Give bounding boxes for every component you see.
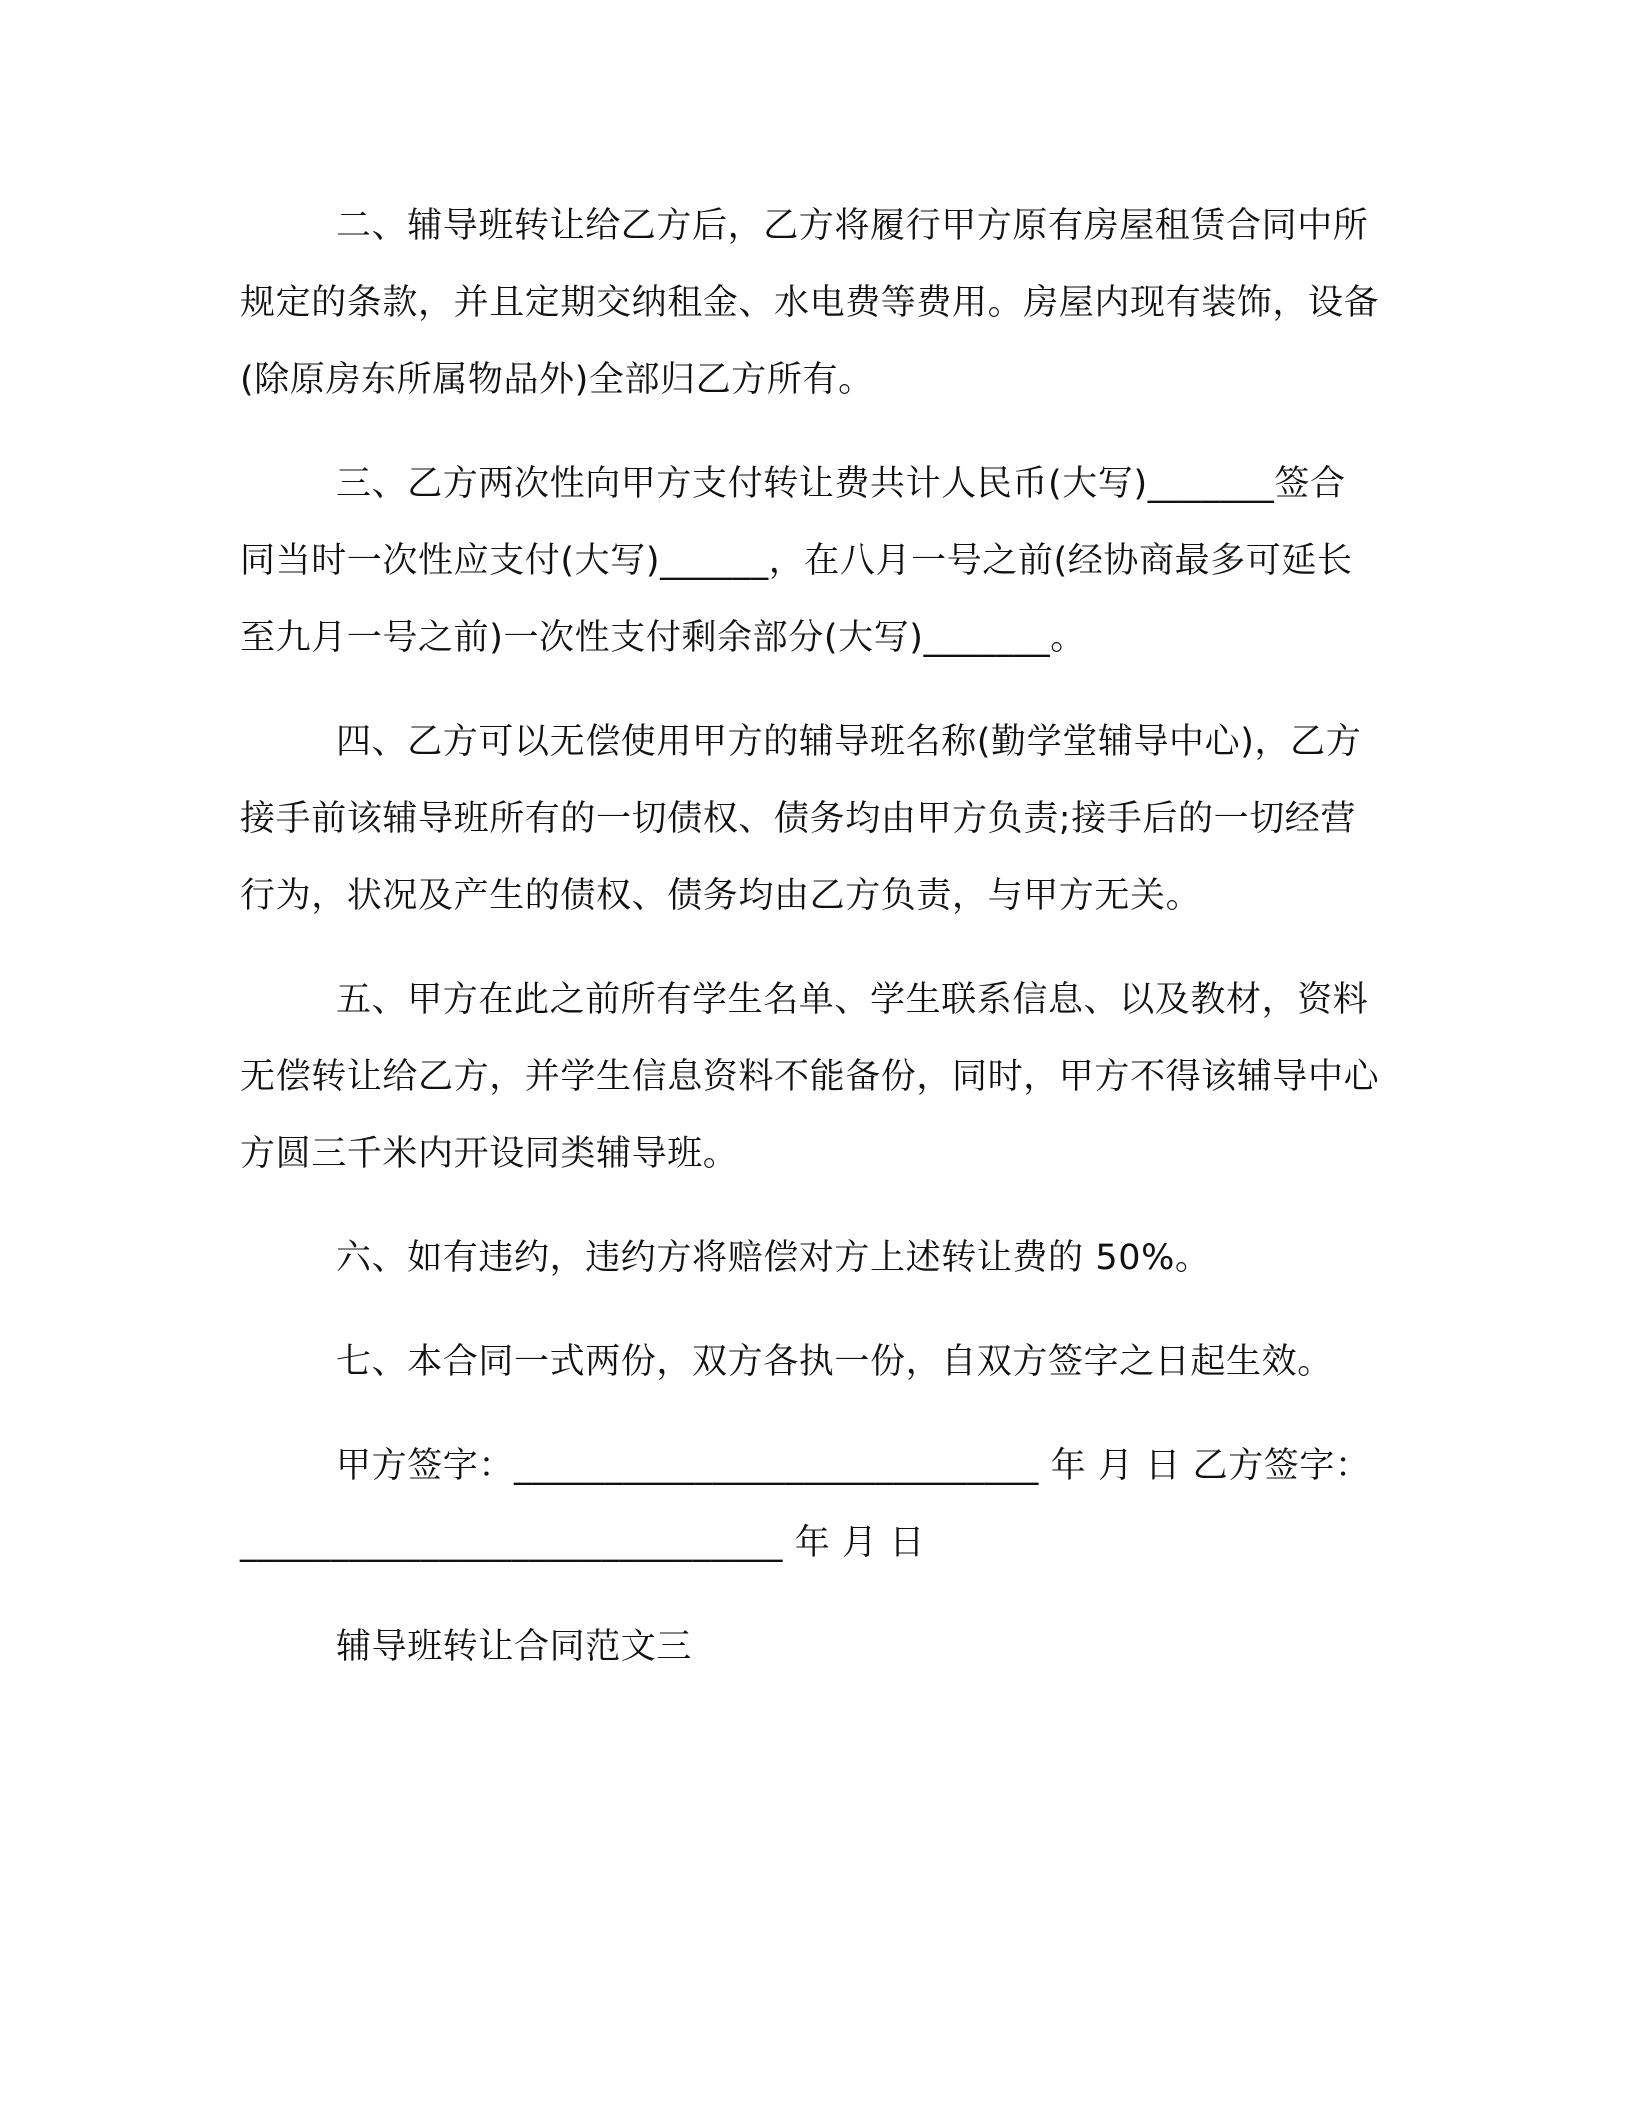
paragraph-gap [240, 1297, 1380, 1324]
clause-six: 六、如有违约，违约方将赔偿对方上述转让费的 50%。 [336, 1238, 1211, 1278]
paragraph-gap [240, 1401, 1380, 1428]
document-body [240, 188, 1380, 1686]
clause-four: 四、乙方可以无偿使用甲方的辅导班名称(勤学堂辅导中心)，乙方接手前该辅导班所有的一切债权、债务均由甲方负责;接手后的一切经营行为，状况及产生的债权、债务均由乙方负责，与甲方无关。 [240, 722, 1362, 916]
paragraph-gap [240, 419, 1380, 446]
clause-two: 二、辅导班转让给乙方后，乙方将履行甲方原有房屋租赁合同中所规定的条款，并且定期交纳租金、水电费等费用。房屋内现有装饰，设备(除原房东所属物品外)全部归乙方所有。 [240, 206, 1380, 400]
paragraph-gap [240, 935, 1380, 962]
clause-seven: 七、本合同一式两份，双方各执一份，自双方签字之日起生效。 [336, 1342, 1333, 1382]
clause-five: 五、甲方在此之前所有学生名单、学生联系信息、以及教材，资料无偿转让给乙方，并学生信息资料不能备份，同时，甲方不得该辅导中心方圆三千米内开设同类辅导班。 [240, 980, 1380, 1174]
paragraph-gap [240, 1582, 1380, 1609]
clause-three: 三、乙方两次性向甲方支付转让费共计人民币(大写)_______签合同当时一次性应支付(大写)______，在八月一号之前(经协商最多可延长至九月一号之前)一次性支付剩余部分(大写)_______。 [240, 464, 1353, 658]
paragraph-gap [240, 1193, 1380, 1220]
paragraph-gap [240, 677, 1380, 704]
section-heading: 辅导班转让合同范文三 [336, 1627, 693, 1667]
signature-line: 甲方签字：_____________________________ 年 月 日 乙方签字：______________________________ 年 月 日 [240, 1446, 1371, 1563]
